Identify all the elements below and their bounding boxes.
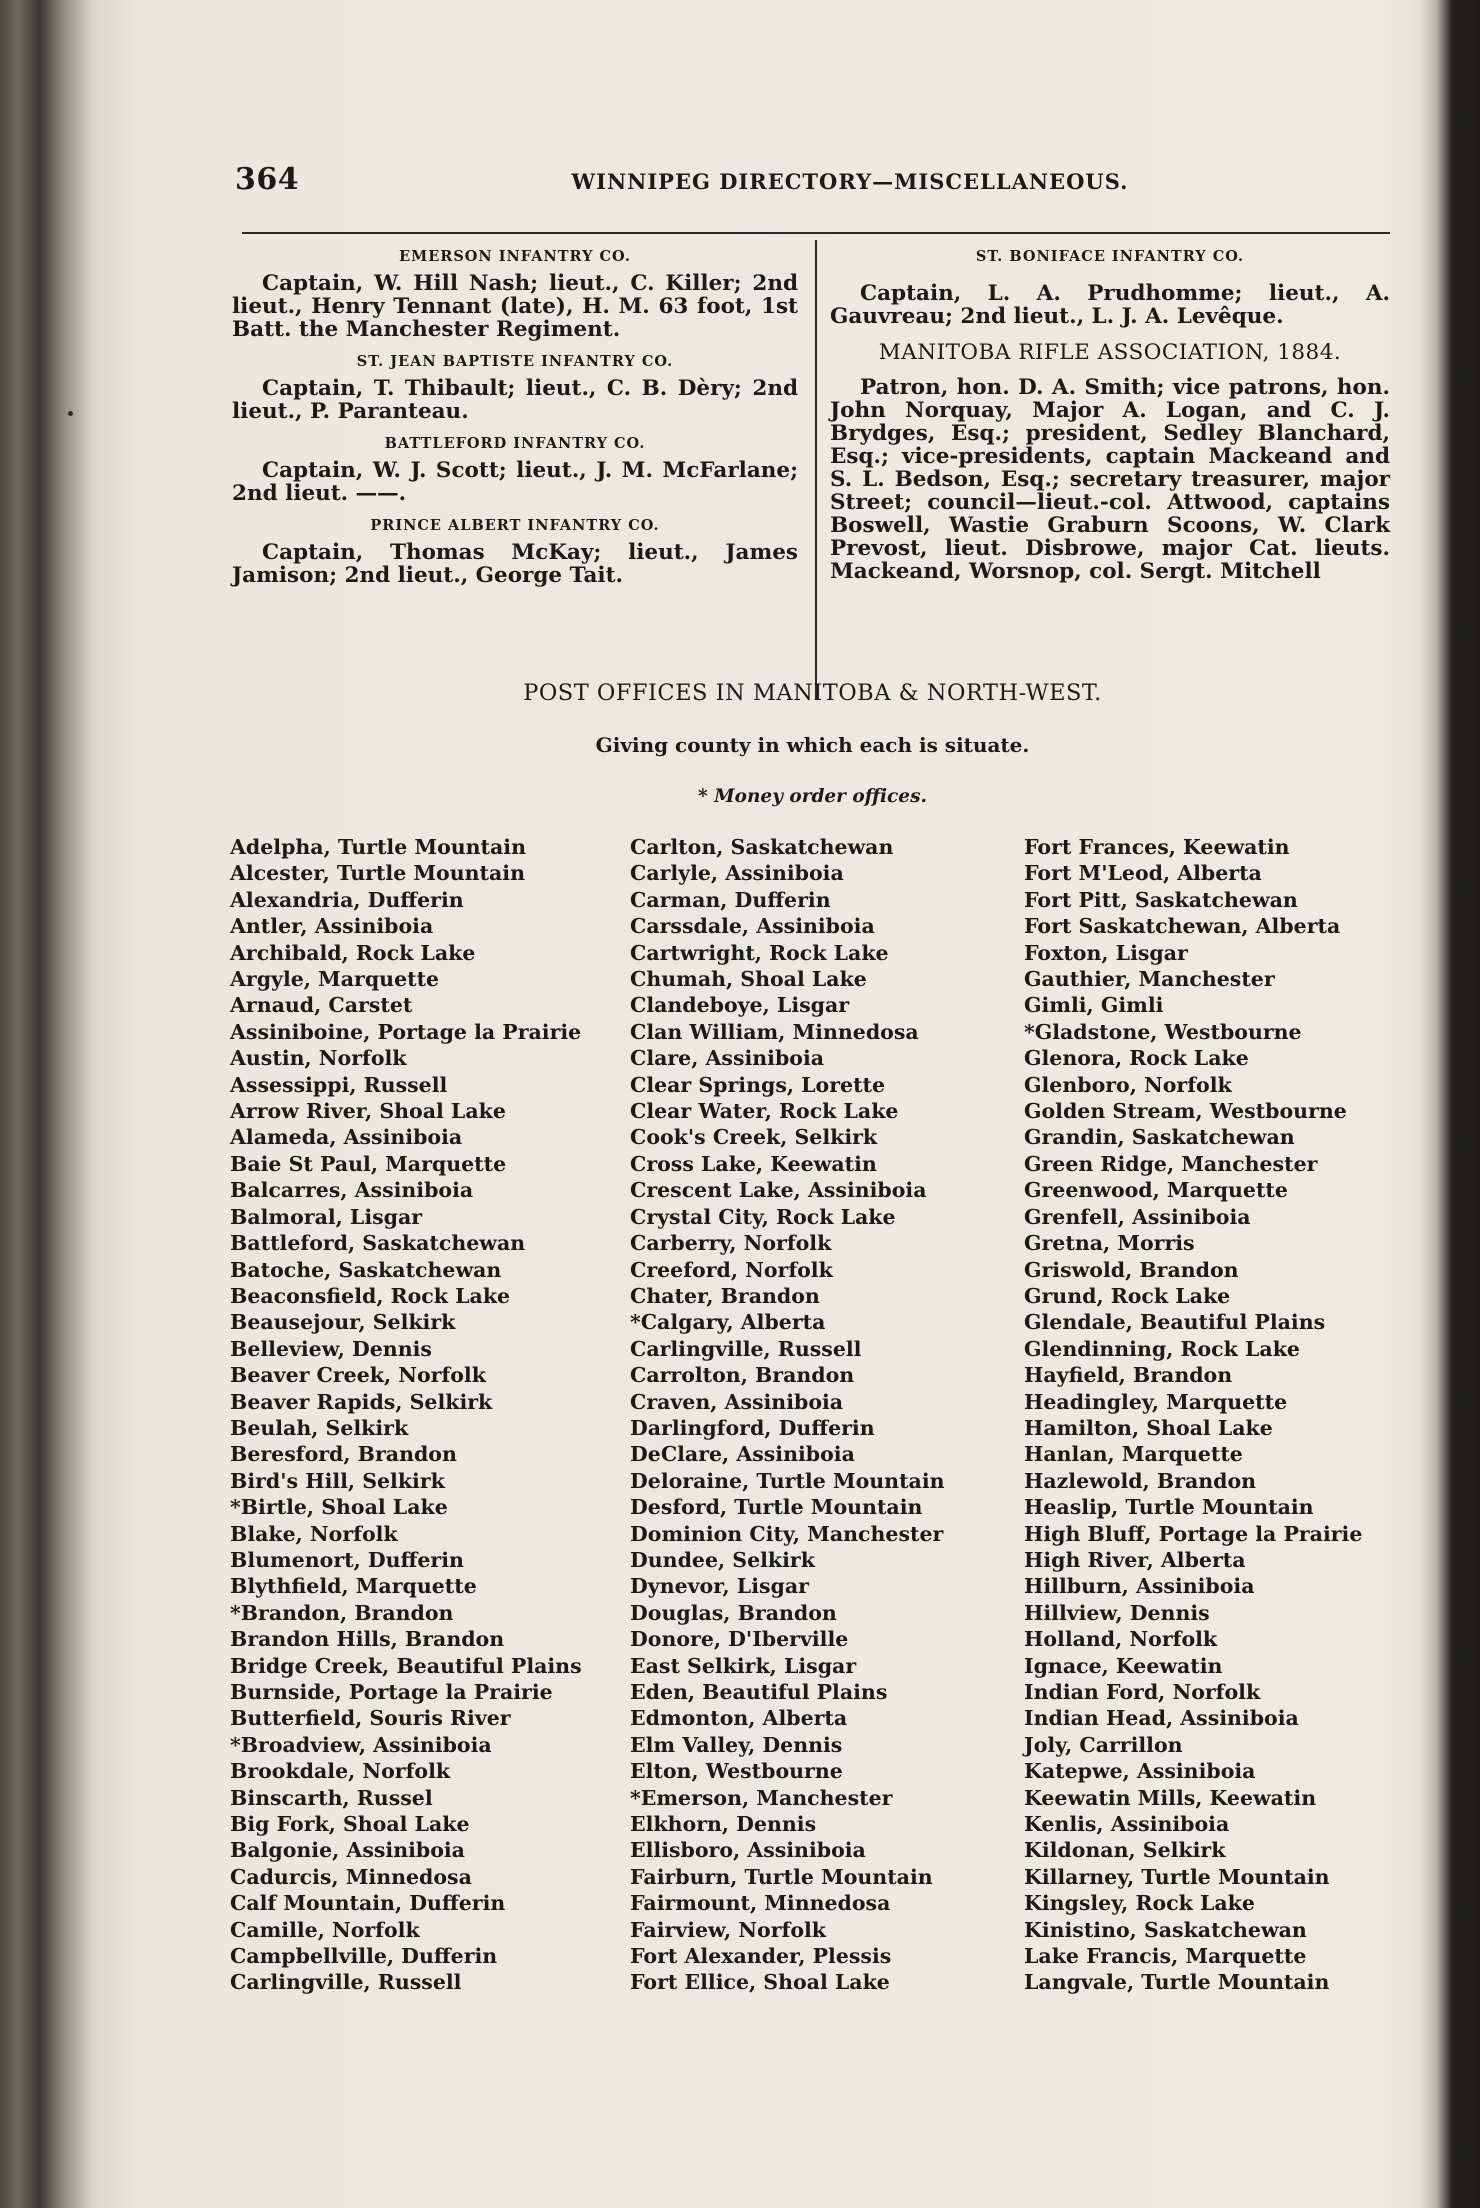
page [92,0,1438,2208]
post-office-entry: Keewatin Mills, Keewatin [1024,1785,1317,1810]
post-office-entry: *Birtle, Shoal Lake [230,1495,448,1520]
post-office-entry: *Calgary, Alberta [630,1310,826,1335]
post-offices-title: POST OFFICES IN MANITOBA & NORTH-WEST. [523,680,1102,706]
post-office-entry: Blumenort, Dufferin [230,1547,464,1572]
post-office-entry: Arrow River, Shoal Lake [230,1099,506,1124]
post-office-entry: *Broadview, Assiniboia [230,1732,492,1757]
column-divider [815,240,817,700]
post-office-entry: Fort M'Leod, Alberta [1024,861,1262,886]
post-office-entry: Blake, Norfolk [230,1521,398,1546]
post-office-entry: Burnside, Portage la Prairie [230,1680,553,1704]
post-office-entry: Hamilton, Shoal Lake [1024,1415,1273,1440]
section-body-st-boniface: Captain, L. A. Prudhomme; lieut., A. Gauvreau; 2nd lieut., L. J. A. Levêque. [830,281,1390,329]
post-office-entry: Fort Ellice, Shoal Lake [630,1970,890,1995]
post-office-entry: Elm Valley, Dennis [630,1732,843,1757]
post-office-entry: Holland, Norfolk [1024,1627,1218,1652]
post-office-entry: Clandeboye, Lisgar [630,993,850,1018]
post-office-entry: Kingsley, Rock Lake [1024,1891,1255,1916]
post-office-entry: Fort Frances, Keewatin [1024,835,1290,859]
post-office-entry: Ignace, Keewatin [1024,1653,1223,1678]
post-office-entry: Alexandria, Dufferin [230,887,464,912]
post-office-entry: Chater, Brandon [630,1283,820,1308]
post-office-entry: Kildonan, Selkirk [1024,1838,1226,1863]
post-office-entry: Balgonie, Assiniboia [230,1838,465,1863]
section-st-jean-baptiste [232,351,798,423]
post-office-entry: Beresford, Brandon [230,1442,457,1467]
post-office-entry: Fairmount, Minnedosa [630,1891,891,1916]
post-office-entry: Assiniboine, Portage la Prairie [230,1019,582,1044]
left-column [232,246,798,597]
post-office-entry: Heaslip, Turtle Mountain [1024,1495,1314,1520]
money-order-note: * Money order offices. [698,786,927,807]
section-prince-albert [232,515,798,587]
post-office-entry: DeClare, Assiniboia [630,1442,855,1467]
post-office-entry: Glendinning, Rock Lake [1024,1336,1300,1361]
post-office-entry: Hanlan, Marquette [1024,1442,1243,1467]
post-office-entry: Camille, Norfolk [230,1917,420,1942]
post-office-entry: Alcester, Turtle Mountain [230,861,525,886]
post-office-entry: Carlyle, Assiniboia [630,861,844,886]
post-office-entry: Carssdale, Assiniboia [630,914,875,939]
post-office-entry: Indian Ford, Norfolk [1024,1680,1261,1704]
post-office-entry: Killarney, Turtle Mountain [1024,1864,1330,1889]
running-title: WINNIPEG DIRECTORY—MISCELLANEOUS. [571,169,1129,194]
post-office-entry: Ellisboro, Assiniboia [630,1838,866,1863]
post-office-entry: Binscarth, Russel [230,1785,433,1810]
post-office-entry: Carrolton, Brandon [630,1363,855,1388]
post-office-entry: High River, Alberta [1024,1547,1246,1572]
post-office-entry: Big Fork, Shoal Lake [230,1812,470,1837]
post-office-entry: East Selkirk, Lisgar [630,1653,857,1678]
post-office-entry: Katepwe, Assiniboia [1024,1759,1256,1784]
post-office-entry: Lake Francis, Marquette [1024,1944,1307,1969]
post-office-entry: Dundee, Selkirk [630,1547,815,1572]
section-body: Captain, W. Hill Nash; lieut., C. Killer; 2nd lieut., Henry Tennant (late), H. M. 63 foot, 1st Batt. the Manchester Regiment. [232,271,798,342]
post-office-entry: Golden Stream, Westbourne [1024,1099,1347,1124]
post-office-entry: Craven, Assiniboia [630,1389,844,1414]
page-header [235,162,1465,208]
post-office-entry: High Bluff, Portage la Prairie [1024,1521,1363,1546]
post-office-entry: Hazlewold, Brandon [1024,1468,1257,1493]
section-heading: ST. JEAN BAPTISTE INFANTRY CO. [356,353,674,370]
post-office-entry: Beaver Rapids, Selkirk [230,1389,493,1414]
post-office-entry: Greenwood, Marquette [1024,1178,1288,1203]
post-office-entry: Clear Water, Rock Lake [630,1099,899,1124]
post-office-entry: Foxton, Lisgar [1024,940,1188,965]
margin-dot [68,411,73,416]
post-office-entry: Austin, Norfolk [230,1046,407,1071]
right-column [830,246,1390,593]
post-office-entry: Archibald, Rock Lake [230,940,476,965]
post-office-entry: Balmoral, Lisgar [230,1204,423,1229]
section-heading: EMERSON INFANTRY CO. [399,248,631,265]
post-office-entry: Bridge Creek, Beautiful Plains [230,1653,582,1678]
section-body: Captain, T. Thibault; lieut., C. B. Dèry; 2nd lieut., P. Paranteau. [232,376,798,424]
post-office-entry: Beulah, Selkirk [230,1415,409,1440]
post-office-entry: Crescent Lake, Assiniboia [630,1178,927,1203]
post-office-entry: Crystal City, Rock Lake [630,1204,896,1229]
post-office-entry: Elton, Westbourne [630,1759,843,1784]
post-office-entry: Antler, Assiniboia [230,914,434,939]
post-office-entry: Dynevor, Lisgar [630,1574,809,1599]
post-office-entry: Belleview, Dennis [230,1336,432,1361]
section-body: Captain, Thomas McKay; lieut., James Jamison; 2nd lieut., George Tait. [232,540,798,588]
post-office-entry: Cook's Creek, Selkirk [630,1125,878,1150]
post-office-entry: Langvale, Turtle Mountain [1024,1970,1330,1995]
post-office-entry: Carman, Dufferin [630,887,831,912]
section-battleford [232,433,798,505]
post-office-entry: Douglas, Brandon [630,1600,837,1625]
post-office-entry: Desford, Turtle Mountain [630,1495,923,1520]
section-heading: PRINCE ALBERT INFANTRY CO. [370,517,660,534]
post-offices-subtitle: Giving county in which each is situate. [595,733,1030,757]
post-office-entry: Calf Mountain, Dufferin [230,1891,506,1916]
post-office-entry: Griswold, Brandon [1024,1257,1239,1282]
post-office-entry: Gimli, Gimli [1024,993,1164,1018]
post-office-entry: Grund, Rock Lake [1024,1283,1231,1308]
post-office-entry: Argyle, Marquette [230,967,440,992]
post-office-entry: Donore, D'Iberville [630,1627,849,1652]
post-office-entry: Baie St Paul, Marquette [230,1151,507,1176]
post-office-entry: Cross Lake, Keewatin [630,1151,877,1176]
post-office-entry: Hillburn, Assiniboia [1024,1574,1255,1599]
post-office-entry: Creeford, Norfolk [630,1257,833,1282]
post-office-entry: Gretna, Morris [1024,1231,1195,1256]
post-office-entry: Grenfell, Assiniboia [1024,1204,1251,1229]
post-office-entry: Chumah, Shoal Lake [630,967,867,992]
post-office-entry: Dominion City, Manchester [630,1521,944,1546]
post-office-entry: Carlingville, Russell [230,1970,462,1995]
post-office-entry: Campbellville, Dufferin [230,1944,498,1969]
section-heading-st-boniface: ST. BONIFACE INFANTRY CO. [975,248,1245,265]
post-office-entry: Darlingford, Dufferin [630,1415,875,1440]
post-office-entry: Glenora, Rock Lake [1024,1046,1249,1071]
post-office-entry: *Gladstone, Westbourne [1024,1019,1302,1044]
section-emerson [232,246,798,341]
post-office-entry: Assessippi, Russell [230,1072,448,1097]
post-office-entry: Blythfield, Marquette [230,1574,477,1599]
post-office-entry: Brandon Hills, Brandon [230,1627,505,1652]
post-office-entry: Kenlis, Assiniboia [1024,1812,1230,1837]
post-office-entry: Clan William, Minnedosa [630,1019,919,1044]
post-office-list-col-1 [230,834,625,1996]
post-office-entry: Alameda, Assiniboia [230,1125,463,1150]
post-office-entry: Headingley, Marquette [1024,1389,1288,1414]
post-office-entry: Adelpha, Turtle Mountain [230,835,526,859]
rifle-association-body: Patron, hon. D. A. Smith; vice patrons, hon. John Norquay, Major A. Logan, and C. J. Brydges, Esq.; president, Sedley Blanchard, Esq.; vice-presidents, captain Mackeand and S. L. Bedson, Esq.; secretary treasurer, major Street; council—lieut.-col. Attwood, captains Boswell, Wastie Graburn Scoons, W. Clark Prevost, lieut. Disbrowe, major Cat. lieuts. Mackeand, Worsnop, col. Sergt. Mitchell [830,375,1390,584]
post-office-entry: Brookdale, Norfolk [230,1759,451,1784]
section-heading: BATTLEFORD INFANTRY CO. [384,435,646,452]
post-office-entry: Eden, Beautiful Plains [630,1680,888,1704]
post-office-entry: Butterfield, Souris River [230,1706,511,1731]
post-office-entry: Beaconsfield, Rock Lake [230,1283,511,1308]
post-office-entry: Gauthier, Manchester [1024,967,1275,992]
page-number: 364 [235,162,300,197]
post-office-entry: Carlingville, Russell [630,1336,862,1361]
section-body: Captain, W. J. Scott; lieut., J. M. McFarlane; 2nd lieut. ——. [232,458,798,506]
post-office-entry: Hayfield, Brandon [1024,1363,1233,1388]
post-office-entry: Clare, Assiniboia [630,1046,825,1071]
post-office-list-col-3 [1024,834,1464,1996]
post-office-entry: Cadurcis, Minnedosa [230,1864,472,1889]
post-office-entry: Glenboro, Norfolk [1024,1072,1232,1097]
post-office-entry: Elkhorn, Dennis [630,1812,817,1837]
post-office-entry: Bird's Hill, Selkirk [230,1468,445,1493]
post-office-entry: Battleford, Saskatchewan [230,1231,526,1256]
header-rule [242,232,1390,234]
post-office-entry: Hillview, Dennis [1024,1600,1210,1625]
post-office-entry: *Emerson, Manchester [630,1785,893,1810]
post-office-entry: Fairburn, Turtle Mountain [630,1864,933,1889]
rifle-association-title: MANITOBA RIFLE ASSOCIATION, 1884. [878,340,1342,365]
post-office-entry: Carberry, Norfolk [630,1231,832,1256]
post-office-entry: Carlton, Saskatchewan [630,835,894,859]
post-office-entry: Kinistino, Saskatchewan [1024,1917,1307,1942]
post-office-entry: Indian Head, Assiniboia [1024,1706,1299,1731]
post-office-entry: Batoche, Saskatchewan [230,1257,502,1282]
post-office-entry: Deloraine, Turtle Mountain [630,1468,945,1493]
post-office-entry: Cartwright, Rock Lake [630,940,889,965]
post-office-list-col-2 [630,834,1030,1996]
post-office-entry: Glendale, Beautiful Plains [1024,1310,1326,1335]
post-office-entry: Grandin, Saskatchewan [1024,1125,1295,1150]
post-office-entry: Edmonton, Alberta [630,1706,848,1731]
post-office-entry: Green Ridge, Manchester [1024,1151,1318,1176]
post-office-entry: Joly, Carrillon [1024,1732,1183,1757]
post-office-entry: Fort Alexander, Plessis [630,1944,892,1969]
post-office-entry: Clear Springs, Lorette [630,1072,886,1097]
post-office-entry: Arnaud, Carstet [230,993,413,1018]
post-office-entry: Fairview, Norfolk [630,1917,826,1942]
post-office-entry: Fort Pitt, Saskatchewan [1024,887,1298,912]
post-office-entry: *Brandon, Brandon [230,1600,454,1625]
post-office-entry: Balcarres, Assiniboia [230,1178,474,1203]
post-office-entry: Fort Saskatchewan, Alberta [1024,914,1341,939]
post-office-entry: Beausejour, Selkirk [230,1310,456,1335]
post-office-entry: Beaver Creek, Norfolk [230,1363,486,1388]
